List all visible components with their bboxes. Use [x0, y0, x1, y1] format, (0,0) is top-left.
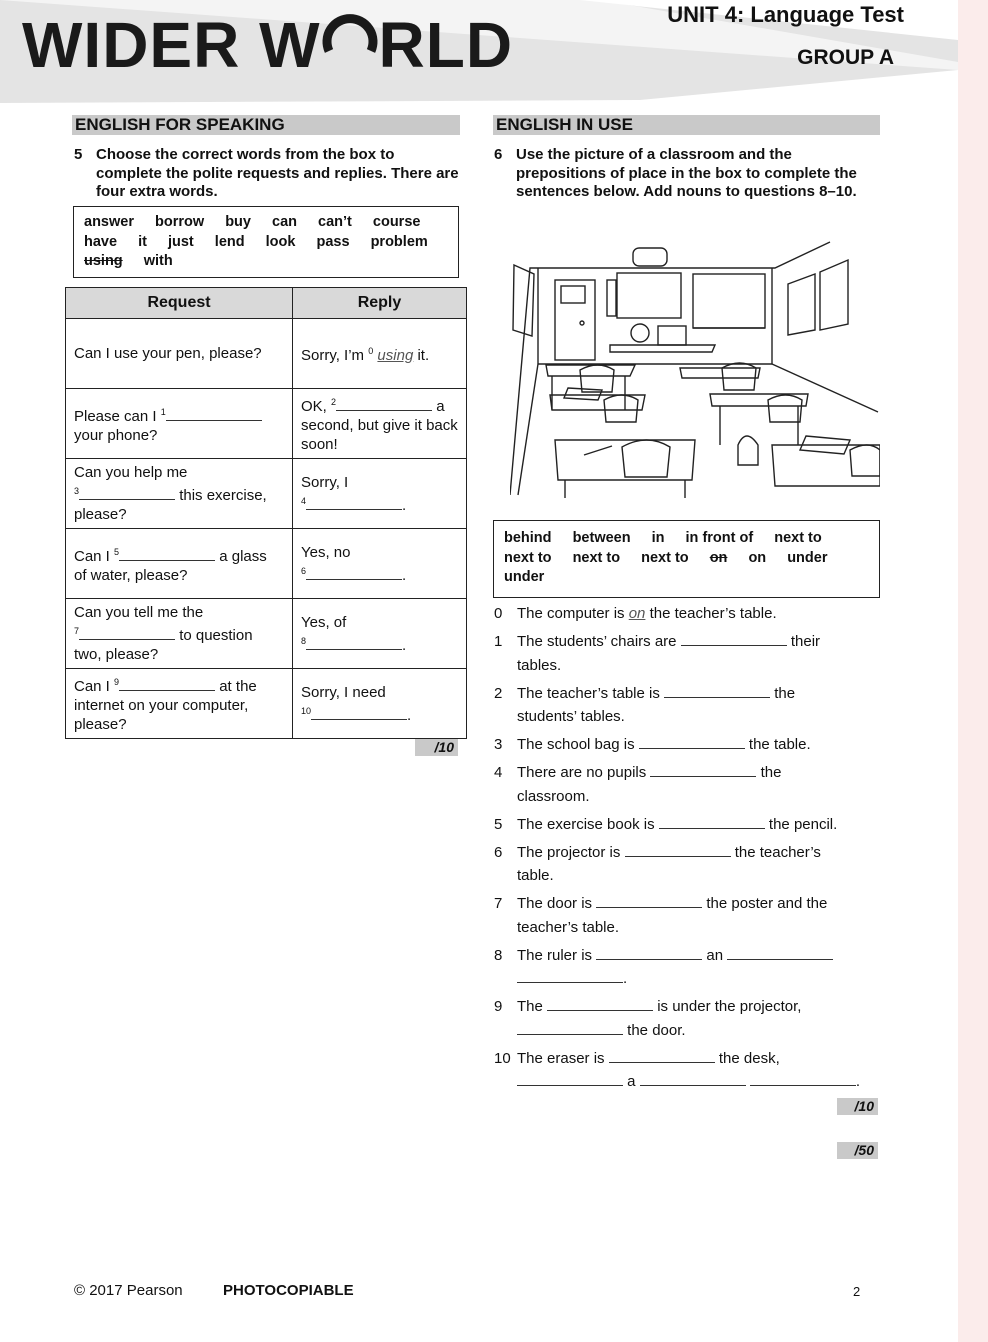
word-struck: on: [709, 549, 728, 566]
reply-text: OK,: [301, 398, 327, 415]
gap-number: 1: [160, 406, 166, 417]
word-box-speaking: [73, 206, 459, 278]
unit-title: UNIT 4: Language Test: [667, 2, 904, 27]
sentence-number: 8: [494, 946, 503, 964]
example-answer: on: [628, 605, 646, 622]
copyright: © 2017 Pearson: [74, 1282, 183, 1299]
answer-blank[interactable]: [306, 637, 402, 650]
request-text: Can I: [74, 547, 110, 565]
reply-text: .: [402, 496, 407, 514]
task-number: 6: [494, 146, 503, 163]
sentence-text: There are no pupils: [517, 764, 647, 781]
answer-blank[interactable]: [119, 678, 215, 691]
word: look: [265, 233, 296, 250]
word: borrow: [155, 214, 205, 230]
sentence-text: students’ tables.: [517, 708, 625, 725]
word-struck: using: [84, 253, 123, 269]
answer-blank[interactable]: [659, 816, 765, 829]
request-cell: [66, 389, 293, 459]
word: between: [572, 530, 631, 546]
sentence-item: [494, 733, 894, 757]
word: next to: [504, 549, 552, 566]
sentence-item: [494, 813, 894, 837]
word-row: [84, 213, 458, 233]
reply-text: second, but give it back soon!: [301, 417, 458, 453]
sentence-text: teacher’s table.: [517, 918, 620, 936]
sentence-text: The teacher’s table is: [517, 684, 660, 702]
logo-ring-icon: [321, 13, 379, 67]
sentence-item: [494, 630, 894, 677]
sentence-text: The exercise book is: [517, 815, 655, 833]
sentence-item: [494, 995, 894, 1042]
reply-cell: [293, 599, 467, 669]
word: in front of: [685, 530, 754, 546]
request-text: of water, please?: [74, 566, 188, 584]
word: answer: [84, 214, 134, 230]
sentence-text: The projector is: [517, 843, 621, 861]
reply-cell: [293, 389, 467, 459]
reply-text: Yes, no: [301, 543, 351, 561]
answer-blank[interactable]: [650, 764, 756, 777]
reply-cell: [293, 459, 467, 529]
sentence-number: 1: [494, 633, 503, 650]
answer-blank[interactable]: [306, 567, 402, 580]
answer-blank[interactable]: [596, 947, 702, 960]
sentence-text: The computer is: [517, 605, 625, 622]
request-cell: [66, 459, 293, 529]
reply-text: .: [407, 706, 412, 724]
sentence-text: their: [790, 633, 821, 650]
sentence-number: 5: [494, 815, 503, 833]
request-text: Can I: [74, 678, 110, 695]
word: buy: [225, 214, 251, 230]
sentence-number: 7: [494, 895, 503, 912]
word: it: [138, 233, 147, 250]
request-cell: [66, 529, 293, 599]
sentence-text: the poster and the: [706, 895, 828, 912]
sentence-text: the table.: [748, 736, 811, 753]
word-row: [84, 233, 458, 253]
table-row: [66, 459, 467, 529]
word: under: [504, 569, 545, 585]
header-request: Request: [66, 288, 293, 319]
reply-text: Yes, of: [301, 613, 347, 631]
word: behind: [504, 530, 552, 546]
group-label: GROUP A: [797, 46, 894, 69]
word: problem: [370, 233, 428, 250]
word-row: [84, 252, 458, 272]
sentence-number: 3: [494, 736, 503, 753]
request-text: Can I use your pen, please?: [74, 345, 262, 362]
task-text: Choose the correct words from the box to complete the polite requests and replies. There are four extra words.: [96, 146, 459, 200]
answer-blank[interactable]: [79, 627, 175, 640]
page-edge-strip: [958, 0, 988, 1342]
reply-text: .: [402, 566, 407, 584]
sentence-number: 9: [494, 998, 503, 1015]
word: just: [167, 233, 194, 250]
word-box-in-use: [493, 520, 880, 598]
request-text: a glass: [219, 547, 267, 565]
request-reply-table: [65, 287, 467, 739]
request-text: Can you tell me the: [74, 604, 204, 621]
table-row: [66, 389, 467, 459]
word: next to: [641, 549, 689, 566]
answer-blank[interactable]: [166, 408, 262, 421]
logo-text-left: WIDER W: [22, 9, 321, 81]
sentence-number: 2: [494, 684, 503, 702]
answer-blank[interactable]: [596, 895, 702, 908]
word: course: [372, 214, 421, 230]
request-text: internet on your computer, please?: [74, 697, 249, 733]
reply-text: .: [402, 636, 407, 654]
table-row: [66, 669, 467, 739]
answer-blank[interactable]: [640, 1073, 746, 1086]
score-total: /50: [837, 1142, 878, 1159]
section-title-in-use: ENGLISH IN USE: [493, 115, 880, 135]
table-row: [66, 529, 467, 599]
sentence-item: [494, 602, 894, 626]
gap-number: 5: [114, 546, 120, 557]
request-text: this exercise,: [179, 487, 267, 504]
task-text: Use the picture of a classroom and the prepositions of place in the box to complete the sentences below. Add nouns to questions 8–10.: [516, 146, 857, 200]
table-row: [66, 319, 467, 389]
header-reply: Reply: [293, 288, 467, 319]
sentence-text: The school bag is: [517, 736, 635, 753]
gap-number: 10: [301, 705, 312, 716]
reply-text: a: [436, 398, 445, 415]
answer-blank[interactable]: [547, 998, 653, 1011]
answer-blank[interactable]: [336, 398, 432, 411]
answer-blank[interactable]: [79, 487, 175, 500]
answer-blank[interactable]: [609, 1050, 715, 1063]
request-text: your phone?: [74, 426, 158, 444]
word-row: [504, 568, 879, 588]
sentence-text: tables.: [517, 656, 562, 674]
gap-number: 9: [114, 677, 120, 687]
request-text: Can you help me: [74, 464, 188, 481]
sentence-text: is under the projector,: [657, 998, 802, 1015]
sentence-text: the door.: [627, 1021, 686, 1039]
photocopiable-label: PHOTOCOPIABLE: [223, 1282, 354, 1299]
word: on: [748, 549, 767, 566]
word-row: [504, 549, 879, 569]
answer-blank[interactable]: [311, 707, 407, 720]
section-title-speaking: ENGLISH FOR SPEAKING: [72, 115, 460, 135]
word: can’t: [318, 214, 352, 230]
request-text: Please can I: [74, 407, 157, 425]
sentence-text: table.: [517, 867, 554, 884]
sentence-text: The: [517, 998, 543, 1015]
reply-cell: [293, 669, 467, 739]
answer-blank[interactable]: [727, 947, 833, 960]
request-text: to question: [179, 627, 253, 644]
reply-cell: [293, 319, 467, 389]
logo-text-right: RLD: [378, 9, 514, 81]
gap-number: 6: [301, 565, 307, 576]
reply-text: Sorry, I’m: [301, 347, 365, 364]
reply-text: it.: [417, 347, 430, 364]
word: next to: [572, 549, 621, 566]
gap-number: 0: [368, 346, 374, 356]
answer-blank[interactable]: [664, 685, 770, 698]
table-row: [66, 599, 467, 669]
answer-blank[interactable]: [517, 1073, 623, 1086]
sentence-text: the teacher’s: [734, 843, 821, 861]
table-header-row: [66, 288, 467, 319]
sentence-item: [494, 682, 894, 729]
task-number: 5: [74, 146, 83, 163]
request-cell: [66, 669, 293, 739]
gap-number: 7: [74, 626, 80, 636]
request-text: please?: [74, 506, 127, 523]
sentence-text: The students’ chairs are: [517, 633, 677, 650]
sentence-text: The eraser is: [517, 1049, 605, 1067]
answer-blank[interactable]: [625, 844, 731, 857]
sentence-text: the teacher’s table.: [649, 605, 777, 622]
sentence-number: 6: [494, 843, 503, 861]
answer-blank[interactable]: [750, 1073, 856, 1086]
word-row: [504, 529, 879, 549]
gap-number: 4: [301, 495, 307, 506]
request-cell: [66, 599, 293, 669]
sentence-list: [494, 602, 894, 1098]
logo: [22, 8, 513, 82]
score-in-use: /10: [837, 1098, 878, 1115]
example-answer: using: [377, 347, 414, 364]
sentence-number: 4: [494, 764, 503, 781]
answer-blank[interactable]: [517, 1022, 623, 1035]
sentence-number: 0: [494, 605, 503, 622]
sentence-text: the: [760, 764, 782, 781]
word: lend: [214, 233, 245, 250]
sentence-item: 8 The ruler is an .: [494, 944, 894, 991]
word: can: [272, 214, 297, 230]
sentence-text: an: [706, 946, 724, 964]
page-number: 2: [853, 1284, 861, 1299]
sentence-item: [494, 892, 894, 939]
task-6-instructions: [494, 146, 879, 202]
word: pass: [316, 233, 350, 250]
sentence-item: [494, 841, 894, 888]
gap-number: 3: [74, 486, 80, 496]
sentence-item: 10 The eraser is the desk, a .: [494, 1047, 894, 1094]
reply-text: Sorry, I need: [301, 683, 386, 701]
answer-blank[interactable]: [306, 497, 402, 510]
sentence-number: 10: [494, 1049, 511, 1067]
word: next to: [774, 530, 822, 546]
answer-blank[interactable]: [639, 736, 745, 749]
sentence-text: the: [774, 684, 796, 702]
sentence-item: [494, 761, 894, 808]
sentence-text: The door is: [517, 895, 593, 912]
gap-number: 2: [331, 397, 337, 407]
sentence-text: the pencil.: [768, 815, 838, 833]
answer-blank[interactable]: [517, 970, 623, 983]
answer-blank[interactable]: [119, 548, 215, 561]
word: with: [143, 253, 173, 269]
reply-text: Sorry, I: [301, 473, 349, 491]
task-5-instructions: [74, 146, 459, 202]
word: have: [84, 233, 118, 250]
word: in: [651, 530, 665, 546]
request-text: at the: [219, 678, 257, 695]
gap-number: 8: [301, 635, 307, 646]
sentence-text: classroom.: [517, 787, 590, 805]
answer-blank[interactable]: [681, 633, 787, 646]
sentence-text: a: [627, 1073, 636, 1090]
score-speaking: /10: [415, 739, 458, 756]
sentence-text: The ruler is: [517, 946, 593, 964]
request-text: two, please?: [74, 646, 159, 663]
word: under: [787, 549, 828, 566]
reply-cell: [293, 529, 467, 599]
sentence-text: the desk,: [718, 1049, 780, 1067]
classroom-illustration: [510, 240, 880, 502]
request-cell: [66, 319, 293, 389]
